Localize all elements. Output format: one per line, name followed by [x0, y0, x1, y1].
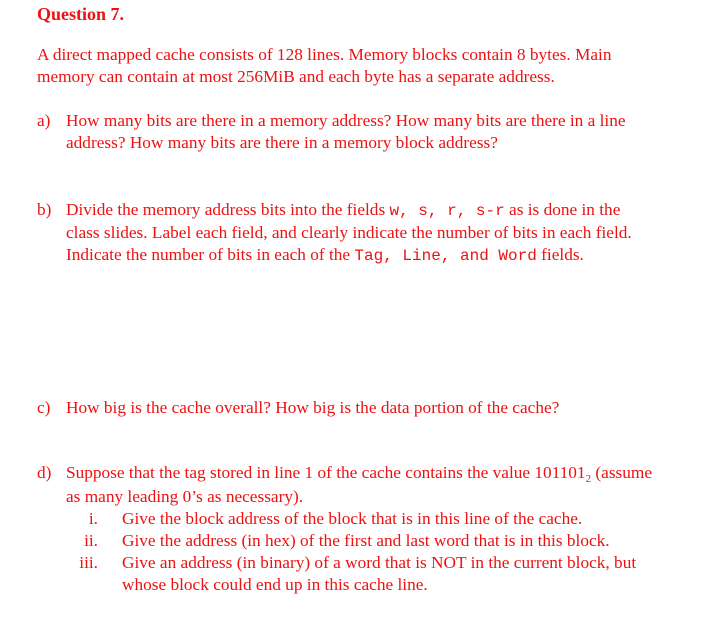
part-d-line [66, 462, 717, 486]
sub-question-line: Give the address (in hex) of the first and last word that is in this block. [122, 531, 610, 550]
text-segment: Indicate the number of bits in each of the [66, 245, 355, 264]
part-b-line [66, 199, 717, 222]
part-label: d) [37, 463, 52, 482]
part-label: c) [37, 398, 51, 417]
sub-question-line: whose block could end up in this cache line. [122, 575, 428, 594]
part-d-line: as many leading 0’s as necessary). [66, 487, 304, 506]
sub-question-numeral: iii. [79, 553, 98, 572]
sub-question [37, 530, 717, 552]
text-segment: Suppose that the tag stored in line 1 of the cache contains the value 101101 [66, 463, 586, 482]
part-a-line: address? How many bits are there in a memory block address? [66, 133, 498, 152]
part-d [37, 462, 717, 596]
part-label: a) [37, 111, 51, 130]
sub-question [37, 552, 717, 596]
text-segment: fields. [536, 245, 584, 264]
question-title: Question 7. [37, 4, 125, 24]
text-segment: as is done in the [504, 200, 621, 219]
sub-question-list [37, 508, 717, 596]
text-segment: Divide the memory address bits into the fields [66, 200, 390, 219]
part-label: b) [37, 200, 52, 219]
sub-question-line: Give an address (in binary) of a word that is NOT in the current block, but [122, 553, 637, 572]
intro-line: memory can contain at most 256MiB and each byte has a separate address. [37, 67, 555, 86]
part-c [37, 397, 717, 419]
binary-subscript: 2 [585, 473, 592, 485]
part-b-line: class slides. Label each field, and clearly indicate the number of bits in each field. [66, 223, 632, 242]
question-intro [37, 44, 717, 88]
part-a-line: How many bits are there in a memory address? How many bits are there in a line [66, 111, 626, 130]
sub-question-line: Give the block address of the block that is in this line of the cache. [122, 509, 583, 528]
field-names: Tag, Line, and Word [354, 247, 537, 265]
field-names: w, s, r, s-r [389, 202, 505, 220]
part-b-line [66, 244, 717, 267]
part-b [37, 199, 717, 267]
text-segment: (assume [591, 463, 653, 482]
intro-line: A direct mapped cache consists of 128 lines. Memory blocks contain 8 bytes. Main [37, 45, 612, 64]
part-c-line: How big is the cache overall? How big is the data portion of the cache? [66, 398, 560, 417]
sub-question-numeral: ii. [84, 531, 98, 550]
sub-question-numeral: i. [88, 509, 98, 528]
part-a [37, 110, 717, 154]
sub-question [37, 508, 717, 530]
